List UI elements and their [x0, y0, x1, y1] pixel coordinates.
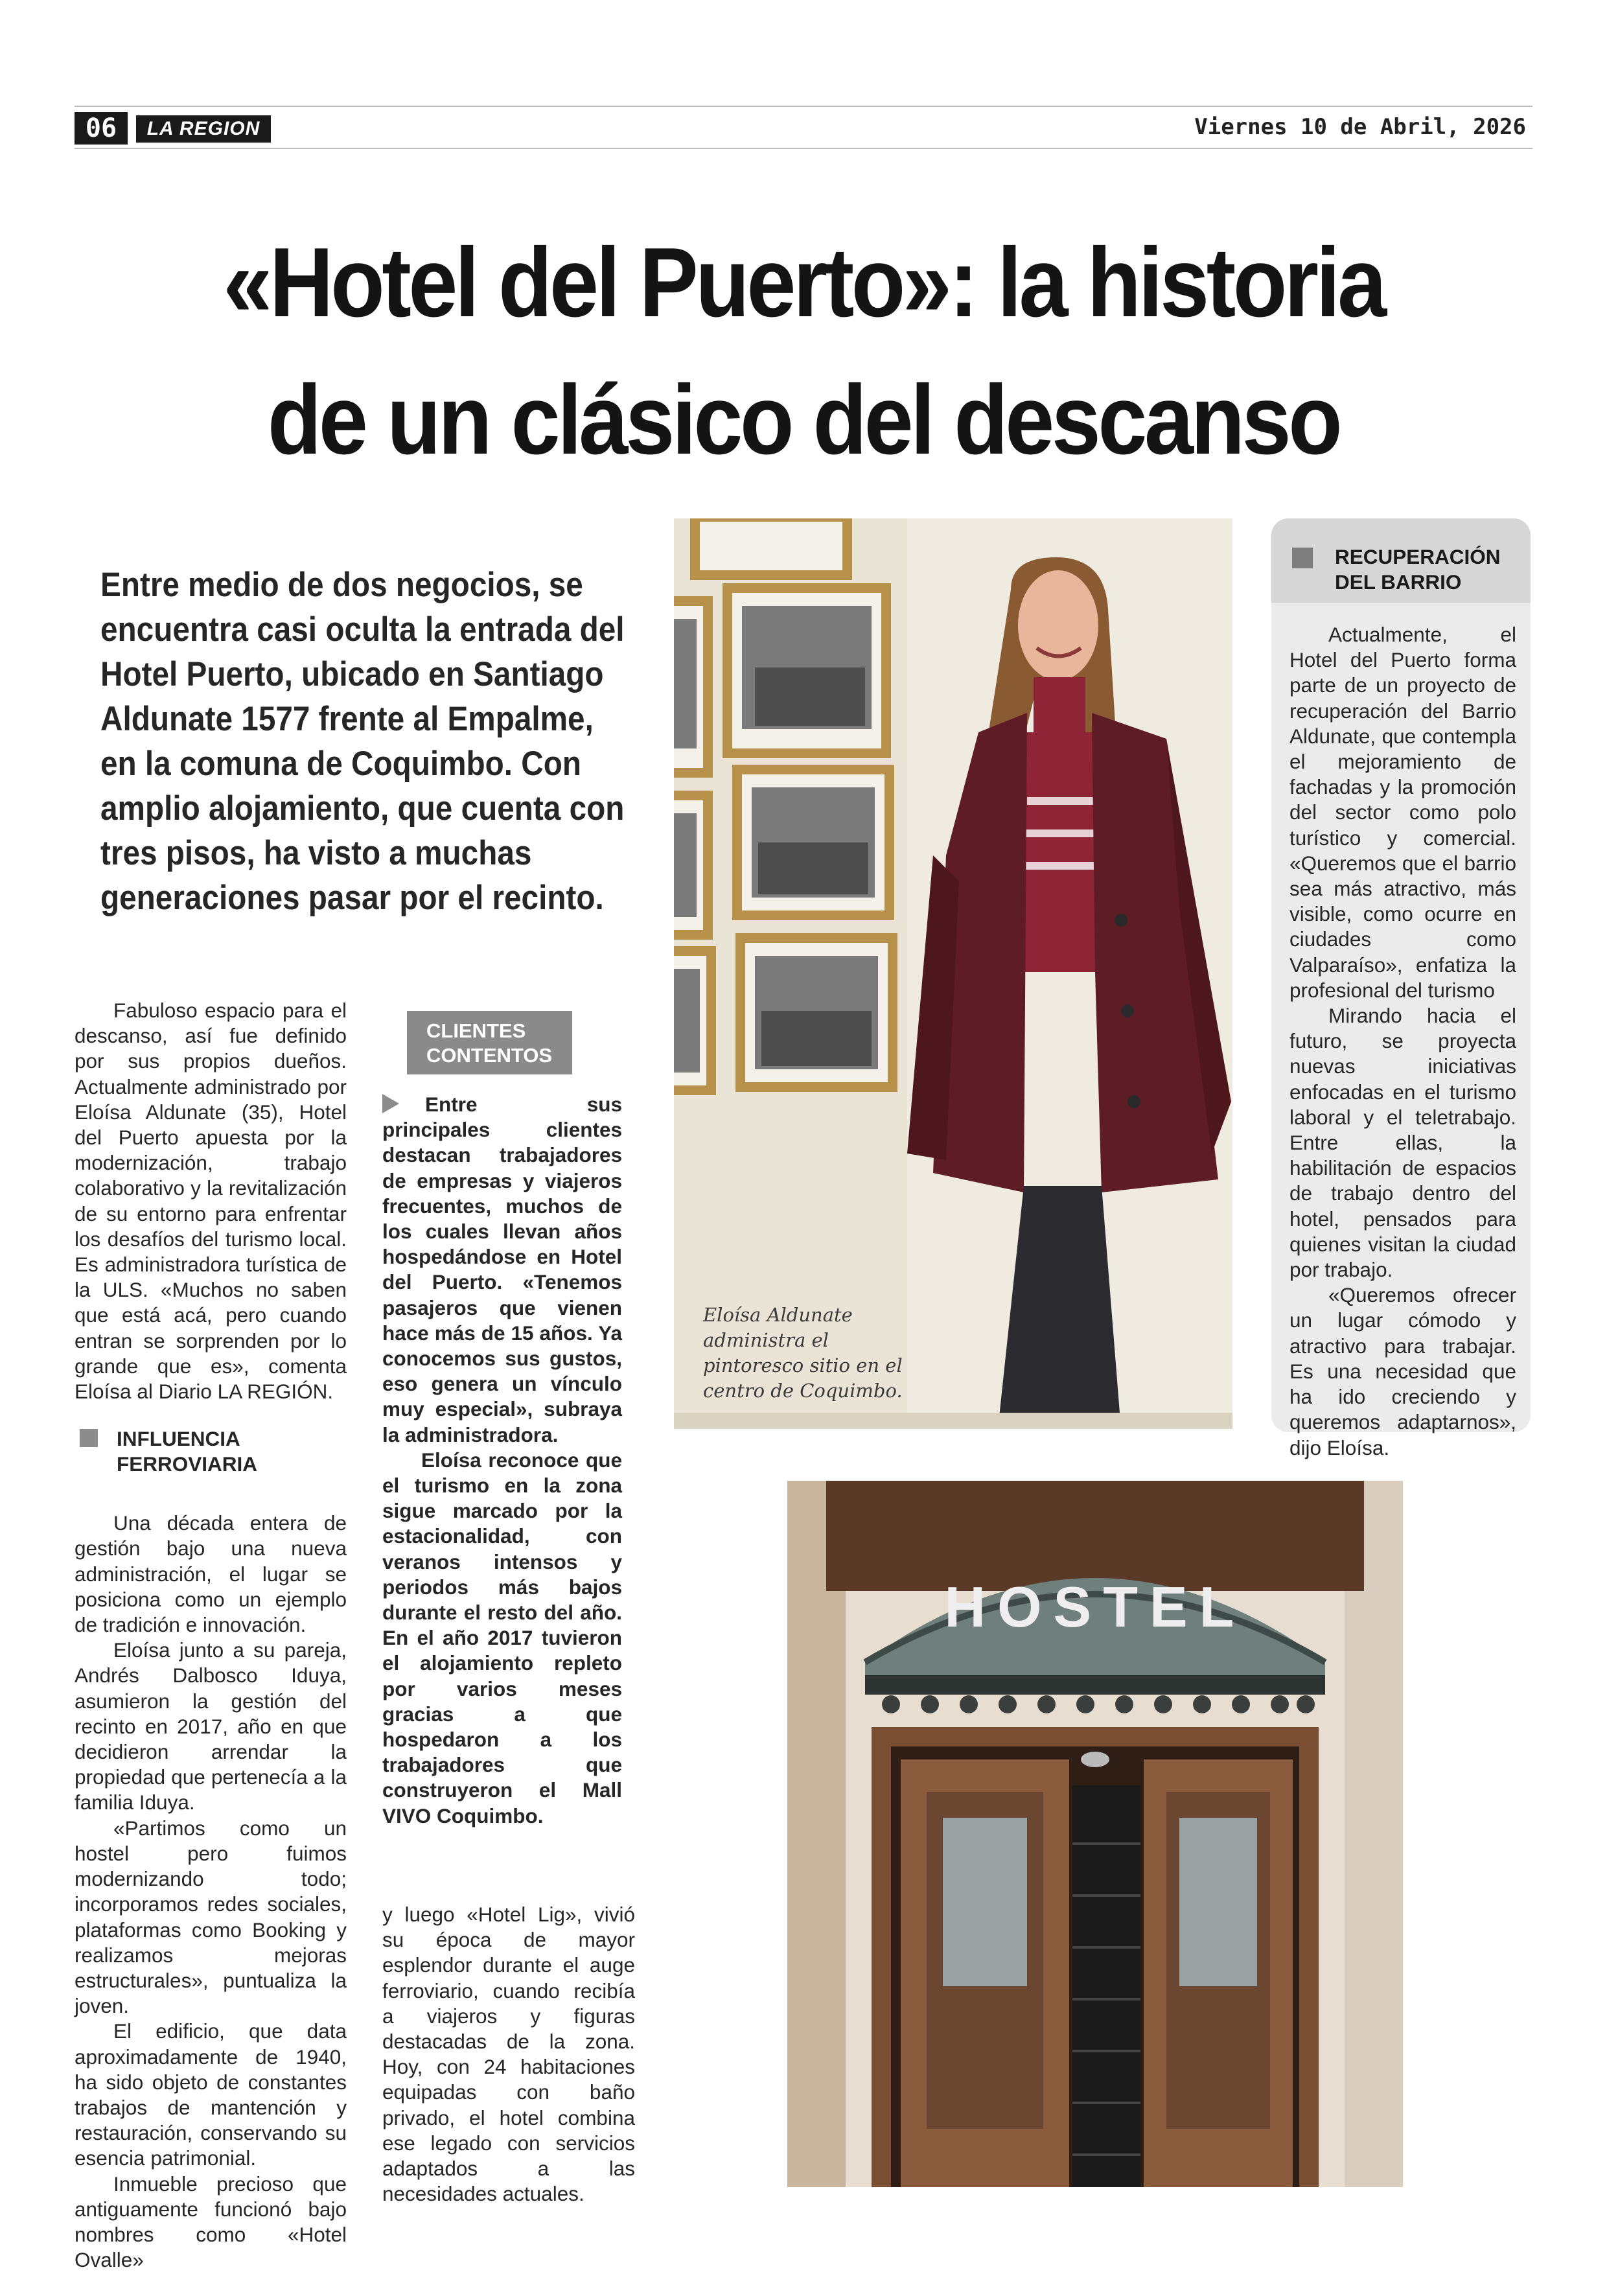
paragraph: «Queremos ofrecer un lugar cómodo y atractivo para trabajar. Es una necesidad que ha ido creciendo y queremos adaptarnos», dijo Eloísa.	[1289, 1283, 1516, 1459]
paragraph: «Partimos como un hostel pero fuimos modernizando todo; incorporamos redes sociales, plataformas como Booking y realizamos mejoras estructurales», puntualiza la joven.	[75, 1816, 347, 2018]
photo-caption: Eloísa Aldunate administra el pintoresco sitio en el centro de Coquimbo.	[703, 1304, 903, 1402]
portrait-illustration	[674, 518, 1232, 1429]
paragraph-text: Entre sus principales clientes destacan trabajadores de empresas y viajeros frecuentes, muchos de los cuales llevan años hospedándose en Hotel del Puerto. «Tenemos pasajeros que vienen hace más de 15 años. Ya conocemos sus gustos, eso genera un vínculo muy especial», subraya la administradora.	[382, 1093, 622, 1446]
header-rule-bottom	[75, 148, 1532, 149]
hostel-sign-text: HOSTEL	[944, 1575, 1246, 1639]
article-column-2	[382, 1092, 622, 1829]
subhead-text: INFLUENCIA FERROVIARIA	[117, 1427, 258, 1476]
box-title-line-1: CLIENTES	[426, 1019, 526, 1042]
newspaper-name: LA REGION	[136, 115, 271, 143]
headline-line-2: de un clásico del descanso	[267, 365, 1340, 475]
article-column-2-continued	[382, 1902, 635, 2207]
paragraph	[382, 1092, 622, 1448]
subhead-clientes-box	[407, 1011, 572, 1074]
sidebar-title-line-1: RECUPERACIÓN	[1335, 545, 1501, 568]
paragraph: Inmueble precioso que antiguamente funcionó bajo nombres como «Hotel Ovalle»	[75, 2172, 347, 2272]
page-number: 06	[75, 112, 128, 145]
box-title-line-2: CONTENTOS	[426, 1044, 553, 1067]
headline	[168, 214, 1439, 489]
lead-paragraph: Entre medio de dos negocios, se encuentra casi oculta la entrada del Hotel Puerto, ubicado en Santiago Aldunate 1577 frente al Empalme, en la comuna de Coquimbo. Con amplio alojamiento, que cuenta con tres pisos, ha visto a muchas generaciones pasar por el recinto.	[100, 566, 625, 917]
article-column-1	[75, 998, 347, 2273]
sidebar-title-line-2: DEL BARRIO	[1335, 570, 1462, 594]
square-bullet-icon	[1292, 548, 1313, 568]
hostel-entrance-illustration	[787, 1481, 1403, 2187]
header-rule-top	[75, 106, 1532, 107]
headline-line-1: «Hotel del Puerto»: la historia	[223, 227, 1384, 338]
sidebar-text	[1289, 622, 1516, 1461]
paragraph: Eloísa reconoce que el turismo en la zona sigue marcado por la estacionalidad, con veranos intensos y periodos más bajos durante el resto del año. En el año 2017 tuvieron el alojamiento repleto por varios meses gracias a que hospedaron a los trabajadores que construyeron el Mall VIVO Coquimbo.	[382, 1448, 622, 1827]
triangle-bullet-icon	[382, 1094, 399, 1113]
paragraph: Mirando hacia el futuro, se proyecta nuevas iniciativas enfocadas en el turismo laboral y el teletrabajo. Entre ellas, la habilitación de espacios de trabajo dentro del hotel, pensados para quienes visitan la ciudad por trabajo.	[1289, 1004, 1516, 1282]
photo-eloisa-aldunate	[674, 518, 1232, 1429]
paragraph: Eloísa junto a su pareja, Andrés Dalbosco Iduya, asumieron la gestión del recinto en 2017, año en que decidieron arrendar la propiedad que pertenecía a la familia Iduya.	[75, 1638, 347, 1815]
paragraph: Una década entera de gestión bajo una nueva administración, el lugar se posiciona como un ejemplo de tradición e innovación.	[75, 1511, 347, 1637]
square-bullet-icon	[80, 1429, 98, 1447]
subhead-influencia	[75, 1426, 347, 1477]
paragraph: Actualmente, el Hotel del Puerto forma parte de un proyecto de recuperación del Barrio Aldunate, que contempla el mejoramiento de fachadas y la promoción del sector como polo turístico y comercial. «Queremos que el barrio sea más atractivo, más visible, como ocurre en ciudades como Valparaíso», enfatiza la profesional del turismo	[1289, 623, 1516, 1002]
paragraph: El edificio, que data aproximadamente de 1940, ha sido objeto de constantes trabajos de mantención y restauración, conservando su esencia patrimonial.	[75, 2019, 347, 2170]
sidebar-title	[1335, 544, 1501, 595]
issue-date: Viernes 10 de Abril, 2026	[1194, 114, 1526, 140]
paragraph: Fabuloso espacio para el descanso, así fue definido por sus propios dueños. Actualmente administrado por Eloísa Aldunate (35), Hotel del Puerto apuesta por la modernización, trabajo colaborativo y la revitalización de su entorno para enfrentar los desafíos del turismo local. Es administradora turística de la ULS. «Muchos no saben que está acá, pero cuando entran se sorprenden por lo grande que es», comenta Eloísa al Diario LA REGIÓN.	[75, 999, 347, 1404]
photo-hostel-entrance	[787, 1481, 1403, 2187]
paragraph: y luego «Hotel Lig», vivió su época de mayor esplendor durante el auge ferroviario, cuando recibía a viajeros y figuras destacadas de la zona. Hoy, con 24 habitaciones equipadas con baño privado, el hotel combina ese legado con servicios adaptados a las necesidades actuales.	[382, 1903, 635, 2206]
